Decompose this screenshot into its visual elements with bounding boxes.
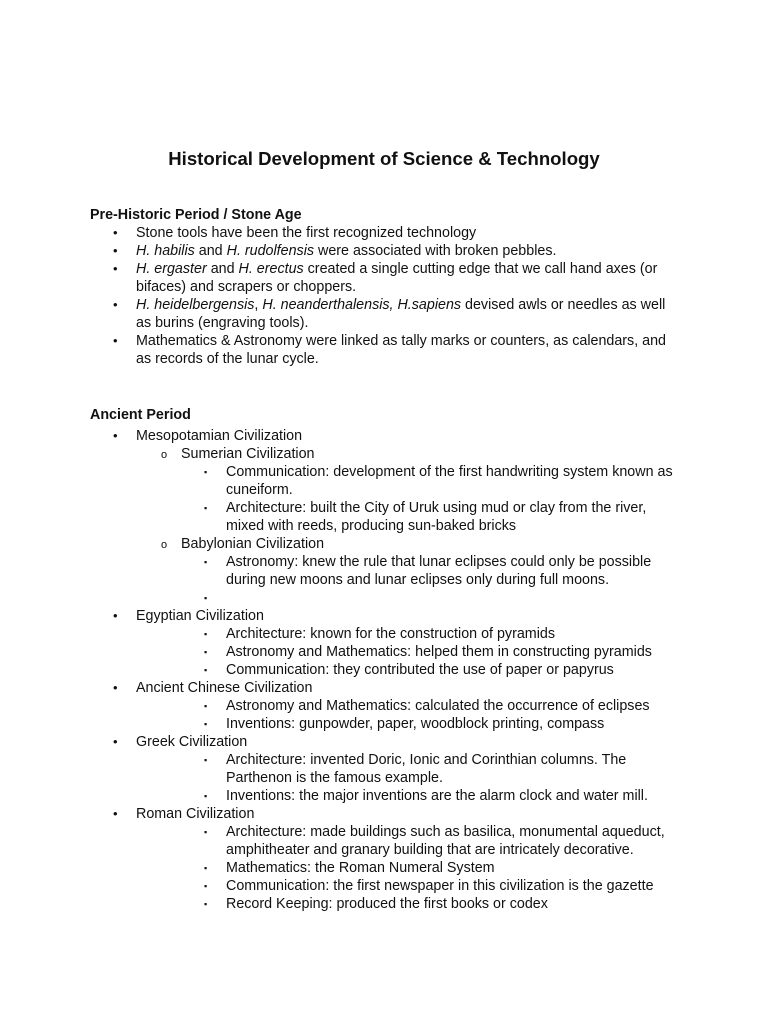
rome-details xyxy=(136,823,681,913)
detail-text: Communication: they contributed the use of paper or papyrus xyxy=(226,662,614,678)
detail-text: Architecture: built the City of Uruk using mud or clay from the river, mixed with reeds, producing sun-baked bricks xyxy=(226,500,647,534)
detail-item xyxy=(136,625,681,643)
bullet-icon: • xyxy=(113,225,118,240)
civilization-item-china xyxy=(0,679,681,733)
civilization-label: Greek Civilization xyxy=(136,734,248,750)
square-bullet-icon: ▪ xyxy=(204,665,208,675)
bullet-icon: • xyxy=(113,734,118,749)
species-name: H. erectus xyxy=(238,261,304,277)
greece-details xyxy=(136,751,681,805)
list-item xyxy=(0,296,681,332)
species-name: H. rudolfensis xyxy=(226,243,315,259)
detail-item xyxy=(136,823,681,859)
square-bullet-icon: ▪ xyxy=(204,467,208,477)
list-item-text: were associated with broken pebbles. xyxy=(314,243,557,259)
species-name: H. ergaster xyxy=(136,261,207,277)
list-item xyxy=(0,332,681,368)
square-bullet-icon: ▪ xyxy=(204,629,208,639)
detail-text: Astronomy and Mathematics: calculated the occurrence of eclipses xyxy=(226,698,650,714)
detail-item xyxy=(136,877,681,895)
list-item-text: and xyxy=(206,261,239,277)
list-item-text: created a single cutting edge that we call hand axes (or bifaces) and scrapers or choppers. xyxy=(136,261,658,295)
detail-text: Mathematics: the Roman Numeral System xyxy=(226,860,495,876)
square-bullet-icon: ▪ xyxy=(204,827,208,837)
detail-text: Astronomy: knew the rule that lunar eclipses could only be possible during new moons and lunar eclipses only during full moons. xyxy=(226,554,652,588)
sub-civilization-item-sumerian xyxy=(136,445,681,535)
civilization-item-mesopotamia xyxy=(0,427,681,607)
detail-text: Inventions: the major inventions are the alarm clock and water mill. xyxy=(226,788,648,804)
detail-text: Communication: the first newspaper in this civilization is the gazette xyxy=(226,878,654,894)
square-bullet-icon: ▪ xyxy=(204,701,208,711)
prehistoric-list xyxy=(0,224,768,368)
detail-text: Architecture: made buildings such as basilica, monumental aqueduct, amphitheater and granary building that are intricately decorative. xyxy=(226,824,665,858)
square-bullet-icon: ▪ xyxy=(204,647,208,657)
civilization-label: Roman Civilization xyxy=(136,806,255,822)
ancient-list xyxy=(0,427,768,913)
detail-item xyxy=(136,661,681,679)
detail-item xyxy=(136,643,681,661)
sub-civilization-item-babylonian xyxy=(136,535,681,607)
detail-text: Architecture: known for the construction of pyramids xyxy=(226,626,555,642)
species-name: H. habilis xyxy=(136,243,195,259)
bullet-icon: • xyxy=(113,243,118,258)
detail-item xyxy=(136,859,681,877)
detail-item xyxy=(181,463,681,499)
detail-text: Inventions: gunpowder, paper, woodblock printing, compass xyxy=(226,716,605,732)
square-bullet-icon: ▪ xyxy=(204,719,208,729)
square-bullet-icon: ▪ xyxy=(204,881,208,891)
list-item-text: Mathematics & Astronomy were linked as tally marks or counters, as calendars, and as records of the lunar cycle. xyxy=(136,333,667,367)
bullet-icon: • xyxy=(113,333,118,348)
detail-item xyxy=(181,589,681,607)
detail-item xyxy=(136,697,681,715)
list-item xyxy=(0,224,681,242)
species-name: H. neanderthalensis, H.sapiens xyxy=(262,297,462,313)
list-item-text: devised awls or needles as well as burins (engraving tools). xyxy=(136,297,666,331)
civilization-item-greece xyxy=(0,733,681,805)
species-name: H. heidelbergensis xyxy=(136,297,255,313)
circle-bullet-icon: o xyxy=(161,449,168,461)
square-bullet-icon: ▪ xyxy=(204,557,208,567)
circle-bullet-icon: o xyxy=(161,539,168,551)
bullet-icon: • xyxy=(113,806,118,821)
mesopotamia-sublist xyxy=(136,445,681,607)
detail-item xyxy=(136,715,681,733)
sub-civilization-label: Babylonian Civilization xyxy=(181,536,325,552)
bullet-icon: • xyxy=(113,608,118,623)
bullet-icon: • xyxy=(113,261,118,276)
detail-item xyxy=(136,751,681,787)
babylonian-details xyxy=(181,553,681,607)
page-title: Historical Development of Science & Technology xyxy=(168,148,600,169)
sumerian-details xyxy=(181,463,681,535)
list-item xyxy=(0,242,681,260)
list-item-text: Stone tools have been the first recognized technology xyxy=(136,225,477,241)
detail-text: Architecture: invented Doric, Ionic and Corinthian columns. The Parthenon is the famous example. xyxy=(226,752,627,786)
egypt-details xyxy=(136,625,681,679)
list-item-text: , xyxy=(254,297,263,313)
civilization-item-rome xyxy=(0,805,681,913)
detail-text: Record Keeping: produced the first books or codex xyxy=(226,896,548,912)
square-bullet-icon: ▪ xyxy=(204,863,208,873)
detail-item xyxy=(136,787,681,805)
sub-civilization-label: Sumerian Civilization xyxy=(181,446,315,462)
section-heading-ancient: Ancient Period xyxy=(90,407,191,423)
civilization-label: Mesopotamian Civilization xyxy=(136,428,303,444)
bullet-icon: • xyxy=(113,297,118,312)
bullet-icon: • xyxy=(113,428,118,443)
china-details xyxy=(136,697,681,733)
detail-item xyxy=(181,499,681,535)
square-bullet-icon: ▪ xyxy=(204,899,208,909)
detail-item xyxy=(136,895,681,913)
square-bullet-icon: ▪ xyxy=(204,791,208,801)
detail-text: Astronomy and Mathematics: helped them in constructing pyramids xyxy=(226,644,652,660)
section-heading-prehistoric: Pre-Historic Period / Stone Age xyxy=(90,207,302,223)
civilization-label: Ancient Chinese Civilization xyxy=(136,680,313,696)
detail-item xyxy=(181,553,681,589)
detail-text: Communication: development of the first handwriting system known as cuneiform. xyxy=(226,464,673,498)
bullet-icon: • xyxy=(113,680,118,695)
civilization-label: Egyptian Civilization xyxy=(136,608,264,624)
list-item xyxy=(0,260,681,296)
square-bullet-icon: ▪ xyxy=(204,593,208,603)
list-item-text: and xyxy=(194,243,227,259)
square-bullet-icon: ▪ xyxy=(204,755,208,765)
square-bullet-icon: ▪ xyxy=(204,503,208,513)
civilization-item-egypt xyxy=(0,607,681,679)
